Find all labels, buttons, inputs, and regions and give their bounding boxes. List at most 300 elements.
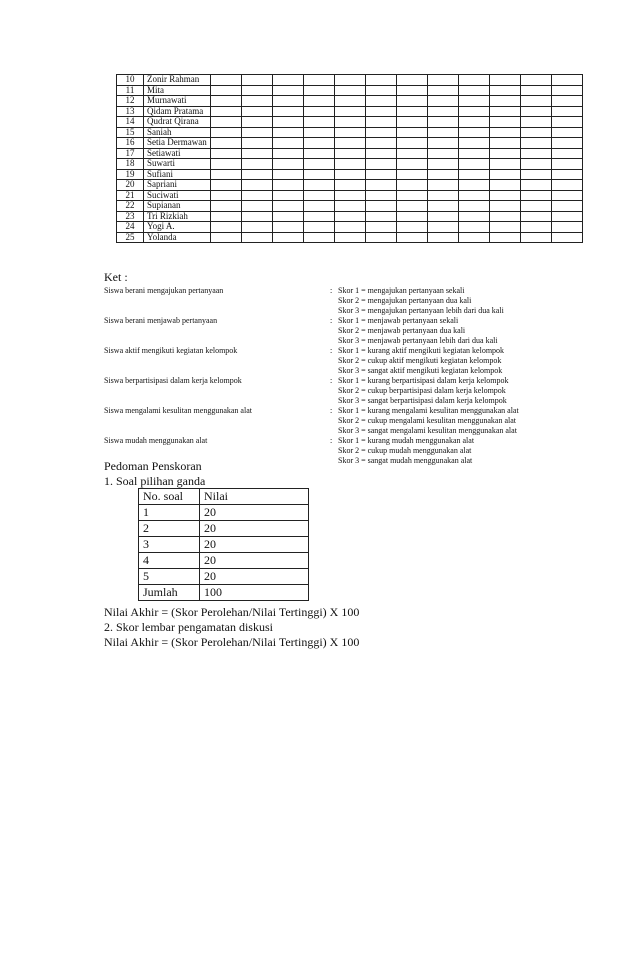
score-table-row xyxy=(139,585,309,601)
score-cell xyxy=(552,148,583,159)
score-cell xyxy=(459,127,490,138)
student-row xyxy=(117,201,583,212)
score-cell xyxy=(552,190,583,201)
score-cell xyxy=(428,201,459,212)
student-name: Supianan xyxy=(144,201,211,212)
question-number: 1 xyxy=(139,505,200,521)
student-observation-table xyxy=(116,74,583,243)
score-guide-table xyxy=(138,488,309,601)
score-cell xyxy=(490,117,521,128)
score-cell xyxy=(490,201,521,212)
score-cell xyxy=(428,96,459,107)
score-cell xyxy=(521,211,552,222)
student-row xyxy=(117,106,583,117)
student-number: 10 xyxy=(117,75,144,86)
score-cell xyxy=(397,180,428,191)
score-cell xyxy=(397,169,428,180)
score-cell xyxy=(366,222,397,233)
score-cell xyxy=(552,117,583,128)
score-cell xyxy=(459,96,490,107)
question-value: 100 xyxy=(200,585,309,601)
student-name: Suwarti xyxy=(144,159,211,170)
score-cell xyxy=(273,148,304,159)
score-cell xyxy=(459,211,490,222)
score-cell xyxy=(521,85,552,96)
score-table-row xyxy=(139,553,309,569)
score-cell xyxy=(211,201,242,212)
score-cell xyxy=(397,148,428,159)
student-row xyxy=(117,75,583,86)
score-cell xyxy=(459,190,490,201)
score-cell xyxy=(211,148,242,159)
score-cell xyxy=(428,211,459,222)
score-cell xyxy=(242,85,273,96)
score-cell xyxy=(397,222,428,233)
score-table-row xyxy=(139,505,309,521)
score-description: Skor 1 = kurang berpartisipasi dalam kerja kelompok xyxy=(338,376,509,385)
score-cell xyxy=(335,190,366,201)
student-number: 12 xyxy=(117,96,144,107)
score-description: Skor 3 = menjawab pertanyaan lebih dari dua kali xyxy=(338,336,498,345)
student-number: 14 xyxy=(117,117,144,128)
score-cell xyxy=(366,96,397,107)
score-cell xyxy=(521,169,552,180)
criterion-label: Siswa mengalami kesulitan menggunakan alat xyxy=(104,406,252,415)
student-row xyxy=(117,159,583,170)
criterion-label: Siswa aktif mengikuti kegiatan kelompok xyxy=(104,346,238,355)
score-cell xyxy=(211,222,242,233)
score-cell xyxy=(552,106,583,117)
student-number: 24 xyxy=(117,222,144,233)
score-cell xyxy=(397,127,428,138)
score-cell xyxy=(242,75,273,86)
score-cell xyxy=(304,190,335,201)
question-number: 3 xyxy=(139,537,200,553)
student-row xyxy=(117,148,583,159)
score-cell xyxy=(304,180,335,191)
criterion-scores xyxy=(338,286,504,316)
score-cell xyxy=(273,85,304,96)
student-row xyxy=(117,232,583,243)
score-cell xyxy=(552,211,583,222)
score-cell xyxy=(366,169,397,180)
score-cell xyxy=(490,96,521,107)
score-description: Skor 1 = kurang mengalami kesulitan menggunakan alat xyxy=(338,406,519,415)
score-cell xyxy=(428,222,459,233)
student-row xyxy=(117,127,583,138)
score-cell xyxy=(273,117,304,128)
score-cell xyxy=(459,148,490,159)
score-cell xyxy=(490,169,521,180)
score-cell xyxy=(273,138,304,149)
score-cell xyxy=(242,201,273,212)
score-cell xyxy=(335,127,366,138)
score-cell xyxy=(428,159,459,170)
score-cell xyxy=(335,96,366,107)
score-cell xyxy=(521,201,552,212)
score-cell xyxy=(552,96,583,107)
score-cell xyxy=(335,180,366,191)
score-cell xyxy=(490,138,521,149)
score-cell xyxy=(273,169,304,180)
score-cell xyxy=(490,211,521,222)
criterion-colon: : xyxy=(330,316,333,325)
score-cell xyxy=(366,117,397,128)
score-cell xyxy=(397,75,428,86)
score-cell xyxy=(459,85,490,96)
question-number: 5 xyxy=(139,569,200,585)
score-cell xyxy=(335,211,366,222)
score-description: Skor 2 = mengajukan pertanyaan dua kali xyxy=(338,296,472,305)
score-description: Skor 1 = menjawab pertanyaan sekali xyxy=(338,316,459,325)
score-cell xyxy=(211,232,242,243)
score-cell xyxy=(335,75,366,86)
score-cell xyxy=(459,232,490,243)
student-number: 15 xyxy=(117,127,144,138)
score-cell xyxy=(273,180,304,191)
score-cell xyxy=(397,106,428,117)
student-name: Zonir Rahman xyxy=(144,75,211,86)
score-cell xyxy=(335,138,366,149)
score-cell xyxy=(304,117,335,128)
score-cell xyxy=(521,159,552,170)
score-cell xyxy=(304,169,335,180)
pedoman-title: Pedoman Penskoran xyxy=(104,459,202,473)
score-cell xyxy=(490,180,521,191)
score-cell xyxy=(459,201,490,212)
score-description: Skor 1 = kurang aktif mengikuti kegiatan kelompok xyxy=(338,346,505,355)
score-cell xyxy=(552,85,583,96)
score-cell xyxy=(211,211,242,222)
score-cell xyxy=(211,127,242,138)
student-number: 13 xyxy=(117,106,144,117)
score-table-row xyxy=(139,521,309,537)
score-description: Skor 3 = sangat berpartisipasi dalam kerja kelompok xyxy=(338,396,507,405)
student-number: 18 xyxy=(117,159,144,170)
score-description: Skor 2 = cukup berpartisipasi dalam kerja kelompok xyxy=(338,386,506,395)
score-cell xyxy=(490,85,521,96)
score-cell xyxy=(211,106,242,117)
score-cell xyxy=(428,190,459,201)
score-cell xyxy=(335,169,366,180)
score-cell xyxy=(521,148,552,159)
student-number: 22 xyxy=(117,201,144,212)
question-value: 20 xyxy=(200,521,309,537)
student-number: 25 xyxy=(117,232,144,243)
score-cell xyxy=(428,117,459,128)
score-cell xyxy=(304,138,335,149)
criterion-scores xyxy=(338,346,504,376)
score-cell xyxy=(242,222,273,233)
score-cell xyxy=(490,232,521,243)
section-1-heading: 1. Soal pilihan ganda xyxy=(104,474,206,488)
student-row xyxy=(117,180,583,191)
score-cell xyxy=(521,138,552,149)
question-value: 20 xyxy=(200,537,309,553)
criterion-colon: : xyxy=(330,406,333,415)
student-row xyxy=(117,117,583,128)
score-cell xyxy=(490,148,521,159)
score-cell xyxy=(304,211,335,222)
score-description: Skor 3 = sangat aktif mengikuti kegiatan kelompok xyxy=(338,366,503,375)
score-cell xyxy=(366,138,397,149)
score-cell xyxy=(242,159,273,170)
score-cell xyxy=(242,138,273,149)
score-cell xyxy=(521,180,552,191)
score-cell xyxy=(366,180,397,191)
score-cell xyxy=(552,201,583,212)
student-name: Sapriani xyxy=(144,180,211,191)
student-name: Setiawati xyxy=(144,148,211,159)
score-cell xyxy=(242,169,273,180)
score-description: Skor 2 = cukup aktif mengikuti kegiatan kelompok xyxy=(338,356,502,365)
score-table-header-row xyxy=(139,489,309,505)
criterion-label: Siswa mudah menggunakan alat xyxy=(104,436,208,445)
score-cell xyxy=(335,85,366,96)
score-cell xyxy=(273,201,304,212)
score-cell xyxy=(459,117,490,128)
score-cell xyxy=(552,75,583,86)
score-cell xyxy=(304,201,335,212)
score-cell xyxy=(242,117,273,128)
score-cell xyxy=(428,138,459,149)
score-cell xyxy=(366,159,397,170)
score-cell xyxy=(428,169,459,180)
student-number: 20 xyxy=(117,180,144,191)
student-name: Tri Rizkiah xyxy=(144,211,211,222)
score-cell xyxy=(428,180,459,191)
score-cell xyxy=(366,232,397,243)
score-cell xyxy=(273,222,304,233)
score-cell xyxy=(521,106,552,117)
score-cell xyxy=(242,96,273,107)
score-cell xyxy=(304,96,335,107)
student-table-body xyxy=(117,75,583,243)
score-cell xyxy=(552,222,583,233)
criterion-colon: : xyxy=(330,376,333,385)
score-cell xyxy=(211,96,242,107)
score-cell xyxy=(490,159,521,170)
formula-2: Nilai Akhir = (Skor Perolehan/Nilai Tertinggi) X 100 xyxy=(104,635,360,649)
score-cell xyxy=(366,190,397,201)
score-cell xyxy=(397,96,428,107)
section-2-heading: 2. Skor lembar pengamatan diskusi xyxy=(104,620,273,634)
score-cell xyxy=(428,232,459,243)
header-nilai: Nilai xyxy=(200,489,309,505)
score-cell xyxy=(335,159,366,170)
score-cell xyxy=(304,159,335,170)
score-cell xyxy=(397,159,428,170)
score-cell xyxy=(335,148,366,159)
score-cell xyxy=(552,159,583,170)
score-cell xyxy=(459,222,490,233)
score-cell xyxy=(335,106,366,117)
score-cell xyxy=(211,75,242,86)
score-cell xyxy=(521,222,552,233)
score-cell xyxy=(490,190,521,201)
score-cell xyxy=(366,211,397,222)
criterion-scores xyxy=(338,376,508,406)
question-value: 20 xyxy=(200,569,309,585)
score-description: Skor 2 = cukup mudah menggunakan alat xyxy=(338,446,472,455)
score-cell xyxy=(242,127,273,138)
student-name: Mita xyxy=(144,85,211,96)
criterion-label: Siswa berpartisipasi dalam kerja kelompok xyxy=(104,376,242,385)
student-name: Saniah xyxy=(144,127,211,138)
student-row xyxy=(117,138,583,149)
score-cell xyxy=(428,85,459,96)
student-name: Murnawati xyxy=(144,96,211,107)
score-cell xyxy=(242,148,273,159)
question-number: 4 xyxy=(139,553,200,569)
score-cell xyxy=(273,96,304,107)
score-cell xyxy=(397,211,428,222)
student-number: 19 xyxy=(117,169,144,180)
student-row xyxy=(117,96,583,107)
score-cell xyxy=(521,117,552,128)
student-name: Yogi A. xyxy=(144,222,211,233)
score-cell xyxy=(335,117,366,128)
score-cell xyxy=(335,201,366,212)
score-cell xyxy=(304,127,335,138)
score-cell xyxy=(397,190,428,201)
score-cell xyxy=(211,190,242,201)
score-cell xyxy=(490,222,521,233)
score-cell xyxy=(242,211,273,222)
student-name: Setia Dermawan xyxy=(144,138,211,149)
score-cell xyxy=(397,201,428,212)
score-cell xyxy=(397,138,428,149)
score-cell xyxy=(211,180,242,191)
score-cell xyxy=(428,127,459,138)
score-cell xyxy=(397,232,428,243)
score-table-row xyxy=(139,537,309,553)
score-cell xyxy=(397,85,428,96)
score-cell xyxy=(304,75,335,86)
score-cell xyxy=(211,169,242,180)
score-cell xyxy=(304,222,335,233)
score-cell xyxy=(521,127,552,138)
score-cell xyxy=(521,190,552,201)
score-cell xyxy=(459,138,490,149)
student-row xyxy=(117,169,583,180)
score-table-row xyxy=(139,569,309,585)
score-cell xyxy=(304,148,335,159)
student-name: Suciwati xyxy=(144,190,211,201)
score-cell xyxy=(397,117,428,128)
score-cell xyxy=(273,159,304,170)
student-number: 11 xyxy=(117,85,144,96)
score-cell xyxy=(304,106,335,117)
criterion-colon: : xyxy=(330,346,333,355)
score-cell xyxy=(273,211,304,222)
student-row xyxy=(117,211,583,222)
score-cell xyxy=(273,127,304,138)
score-cell xyxy=(459,75,490,86)
formula-1: Nilai Akhir = (Skor Perolehan/Nilai Tertinggi) X 100 xyxy=(104,605,360,619)
ket-heading: Ket : xyxy=(104,270,128,284)
question-value: 20 xyxy=(200,505,309,521)
criterion-colon: : xyxy=(330,436,333,445)
score-cell xyxy=(211,117,242,128)
score-cell xyxy=(552,138,583,149)
criterion-label: Siswa berani mengajukan pertanyaan xyxy=(104,286,224,295)
score-cell xyxy=(335,232,366,243)
score-description: Skor 2 = menjawab pertanyaan dua kali xyxy=(338,326,466,335)
score-cell xyxy=(273,190,304,201)
score-cell xyxy=(211,85,242,96)
score-table-body xyxy=(139,505,309,601)
score-cell xyxy=(211,159,242,170)
score-cell xyxy=(428,106,459,117)
score-cell xyxy=(335,222,366,233)
score-cell xyxy=(366,127,397,138)
student-number: 17 xyxy=(117,148,144,159)
criterion-scores xyxy=(338,436,474,466)
score-cell xyxy=(459,180,490,191)
score-cell xyxy=(366,85,397,96)
score-cell xyxy=(242,106,273,117)
question-number: 2 xyxy=(139,521,200,537)
score-cell xyxy=(428,148,459,159)
score-cell xyxy=(490,75,521,86)
student-name: Sufiani xyxy=(144,169,211,180)
criterion-scores xyxy=(338,316,498,346)
score-cell xyxy=(552,180,583,191)
criterion-scores xyxy=(338,406,519,436)
student-row xyxy=(117,85,583,96)
score-cell xyxy=(552,127,583,138)
question-number: Jumlah xyxy=(139,585,200,601)
score-description: Skor 3 = sangat mudah menggunakan alat xyxy=(338,456,473,465)
score-description: Skor 2 = cukup mengalami kesulitan menggunakan alat xyxy=(338,416,517,425)
score-description: Skor 3 = mengajukan pertanyaan lebih dari dua kali xyxy=(338,306,504,315)
score-cell xyxy=(490,106,521,117)
score-cell xyxy=(304,85,335,96)
score-cell xyxy=(552,232,583,243)
score-cell xyxy=(521,232,552,243)
score-cell xyxy=(459,169,490,180)
score-cell xyxy=(273,106,304,117)
student-number: 16 xyxy=(117,138,144,149)
student-number: 21 xyxy=(117,190,144,201)
criterion-colon: : xyxy=(330,286,333,295)
score-cell xyxy=(242,180,273,191)
student-row xyxy=(117,222,583,233)
score-cell xyxy=(242,190,273,201)
score-cell xyxy=(366,106,397,117)
header-no-soal: No. soal xyxy=(139,489,200,505)
score-cell xyxy=(273,75,304,86)
score-cell xyxy=(459,159,490,170)
student-name: Qudrat Qirana xyxy=(144,117,211,128)
score-description: Skor 1 = kurang mudah menggunakan alat xyxy=(338,436,475,445)
score-cell xyxy=(428,75,459,86)
score-cell xyxy=(366,75,397,86)
student-name: Qidam Pratama xyxy=(144,106,211,117)
score-cell xyxy=(459,106,490,117)
score-description: Skor 3 = sangat mengalami kesulitan menggunakan alat xyxy=(338,426,517,435)
score-cell xyxy=(273,232,304,243)
score-description: Skor 1 = mengajukan pertanyaan sekali xyxy=(338,286,465,295)
score-cell xyxy=(521,96,552,107)
score-cell xyxy=(366,148,397,159)
student-name: Yolanda xyxy=(144,232,211,243)
student-row xyxy=(117,190,583,201)
score-cell xyxy=(552,169,583,180)
criterion-label: Siswa berani menjawab pertanyaan xyxy=(104,316,218,325)
student-number: 23 xyxy=(117,211,144,222)
